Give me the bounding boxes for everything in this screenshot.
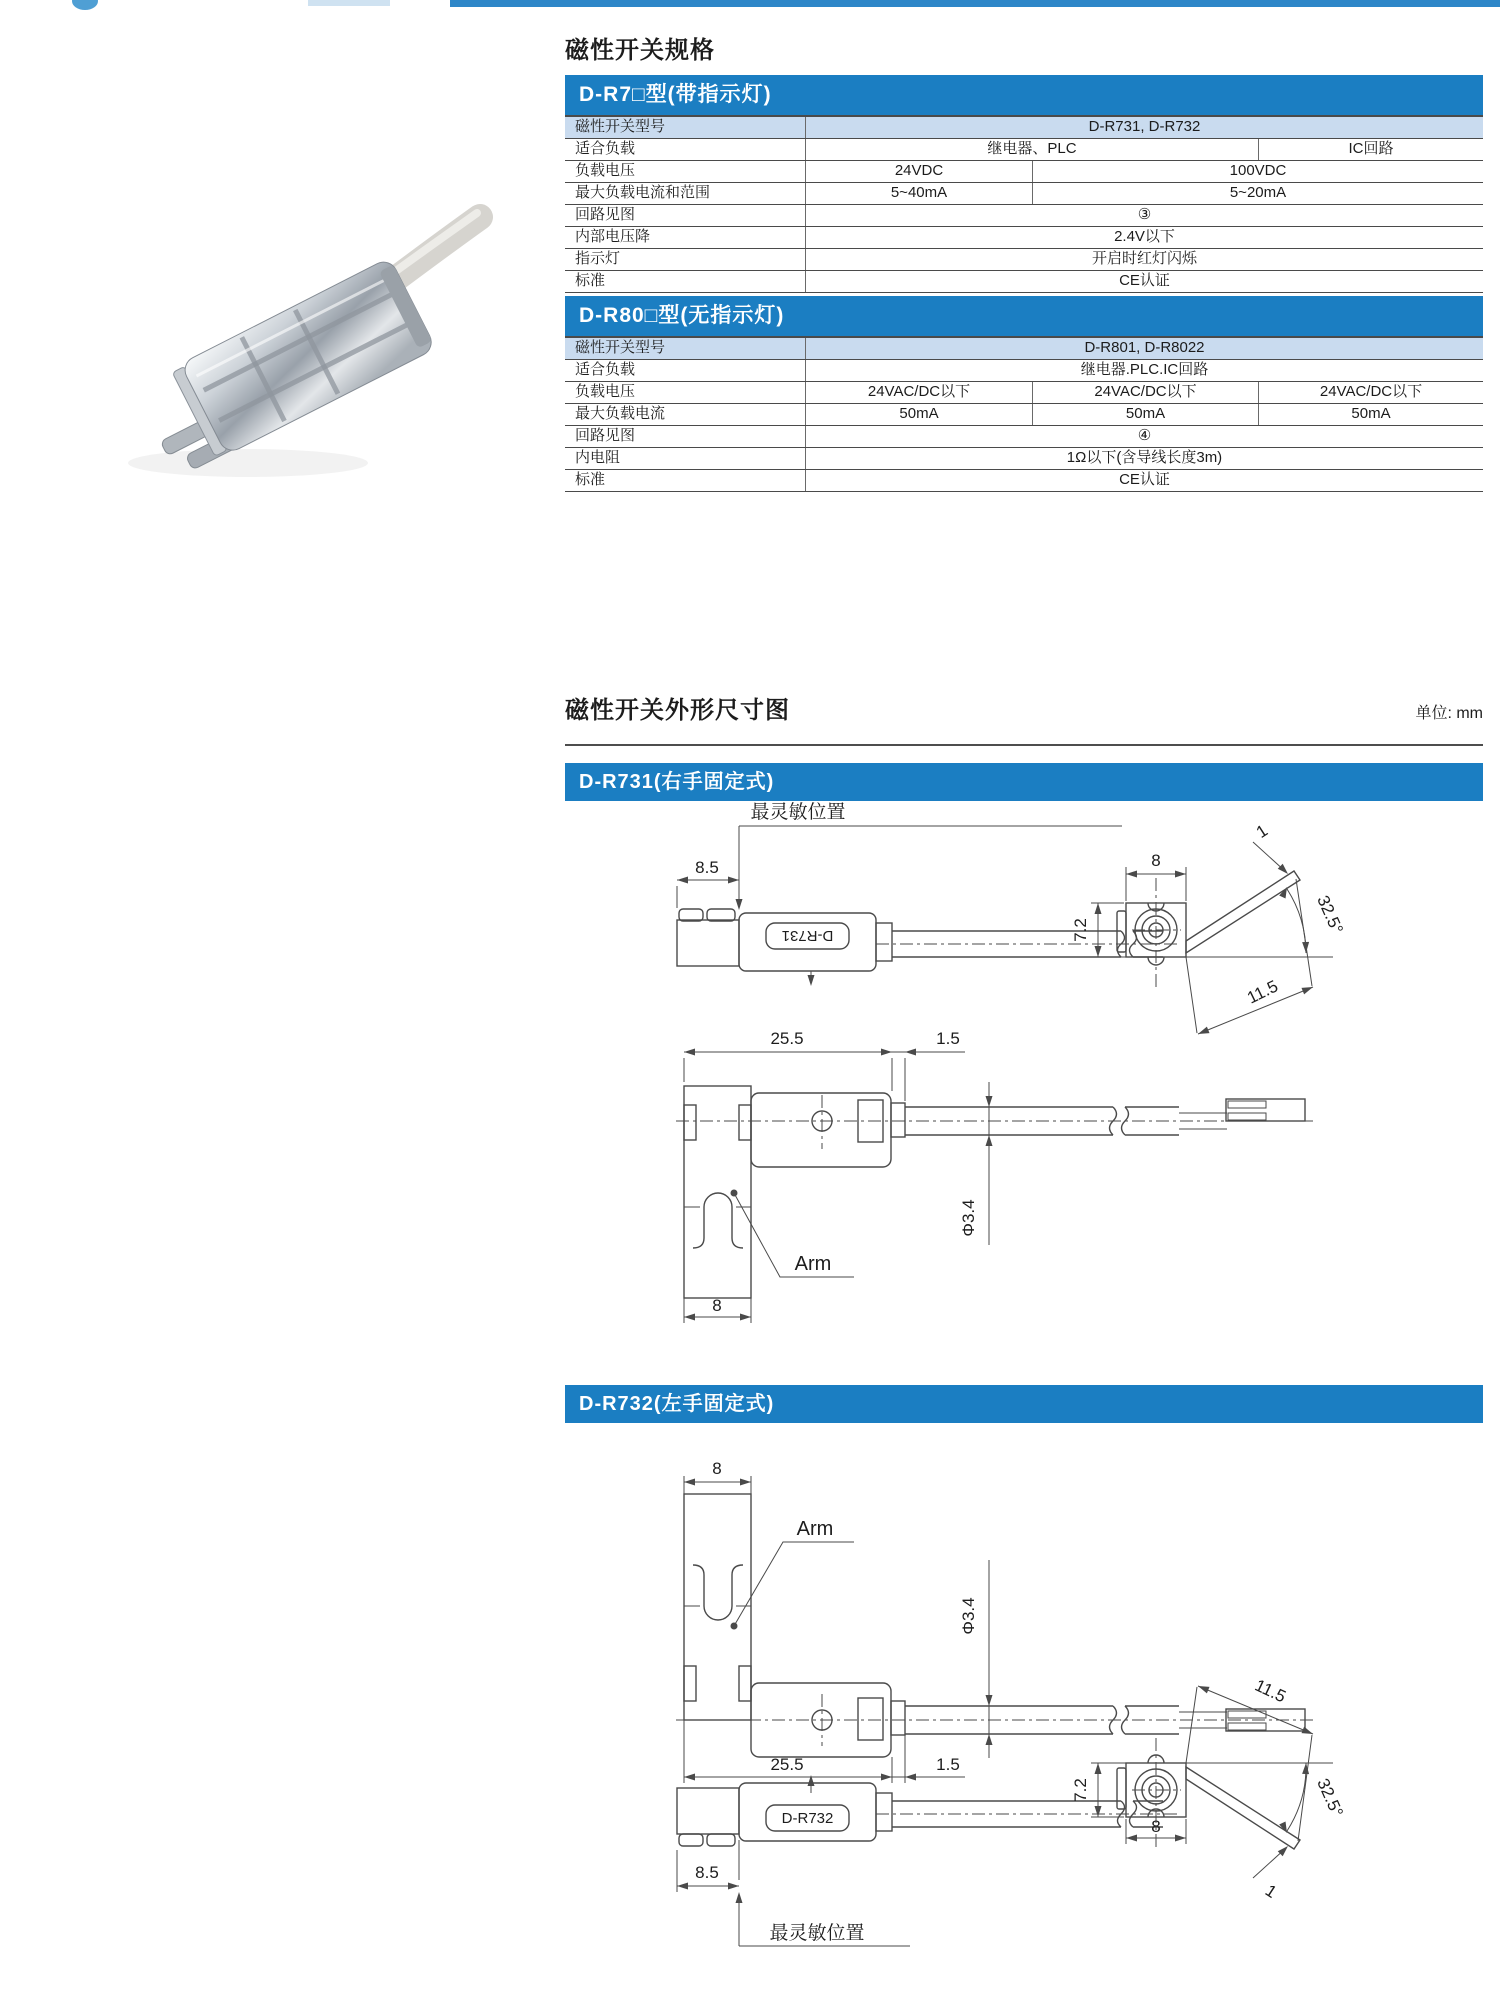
d731-dim-7-2: 7.2 — [1071, 918, 1090, 942]
spec-table-row — [565, 249, 1483, 271]
table1-header-bar: D-R7□型(带指示灯) — [565, 75, 1483, 115]
spec-table-2 — [565, 336, 1483, 492]
spec-cell-value: 24VAC/DC以下 — [805, 382, 1032, 403]
d732-arm-label: Arm — [796, 1518, 834, 1540]
spec-table-row — [565, 338, 1483, 360]
d732-main-view — [676, 1459, 1315, 1783]
spec-table-row — [565, 426, 1483, 448]
spec-row-label: 标准 — [575, 471, 606, 488]
header-strip-box — [308, 0, 390, 6]
table2-header-bar: D-R80□型(无指示灯) — [565, 296, 1483, 336]
spec-row-label: 负载电压 — [575, 162, 636, 179]
spec-row-label: 标准 — [575, 272, 606, 289]
spec-row-label: 最大负载电流 — [575, 405, 666, 422]
d732-sens-label: 最灵敏位置 — [769, 1923, 865, 1944]
d732-dim-1: 1 — [1261, 1880, 1281, 1902]
d732-angle: 32.5° — [1313, 1775, 1347, 1820]
spec-cell-value: 24VAC/DC以下 — [1032, 382, 1258, 403]
d732-dia-label: Φ3.4 — [959, 1597, 978, 1635]
d732-dim-7-2: 7.2 — [1071, 1778, 1090, 1802]
spec-cell-value: 继电器、PLC — [805, 139, 1258, 160]
spec-cell-value: 50mA — [1032, 404, 1258, 425]
spec-table-row — [565, 117, 1483, 139]
d731-main-view — [676, 1029, 1315, 1323]
spec-table-row — [565, 161, 1483, 183]
spec-table-row — [565, 183, 1483, 205]
d731-dim-8-5: 8.5 — [695, 858, 719, 877]
spec-table-row — [565, 205, 1483, 227]
spec-table-row — [565, 227, 1483, 249]
spec-cell-value: ③ — [805, 205, 1483, 226]
header-logo-dot — [72, 0, 98, 10]
d731-arm-label: Arm — [794, 1253, 832, 1275]
d732-dim-8-5: 8.5 — [695, 1863, 719, 1882]
d731-sens-label: 最灵敏位置 — [750, 802, 846, 823]
d732-side-view — [677, 1775, 1177, 1946]
photo-sensor-body — [133, 257, 436, 479]
d732-dim-11-5: 11.5 — [1251, 1675, 1289, 1707]
spec-cell-value: 继电器.PLC.IC回路 — [805, 360, 1483, 381]
d731-drawing — [565, 790, 1485, 1365]
spec-cell-value: 50mA — [1258, 404, 1483, 425]
spec-row-label: 磁性开关型号 — [575, 339, 666, 356]
d732-dim-1-5: 1.5 — [936, 1755, 960, 1774]
d731-section-bar: D-R731(右手固定式) — [565, 763, 1483, 801]
d732-section-bar: D-R732(左手固定式) — [565, 1385, 1483, 1423]
spec-cell-value: D-R731, D-R732 — [805, 117, 1483, 138]
unit-label: 单位: mm — [1415, 705, 1483, 722]
spec-row-label: 指示灯 — [575, 250, 621, 267]
spec-table-row — [565, 360, 1483, 382]
spec-row-label: 最大负载电流和范围 — [575, 184, 711, 201]
d732-dim-25-5: 25.5 — [770, 1755, 804, 1774]
dims-section-title: 磁性开关外形尺寸图 — [565, 697, 790, 724]
d731-end-view — [1071, 821, 1347, 1037]
spec-cell-value: 5~20mA — [1032, 183, 1483, 204]
spec-cell-value: 50mA — [805, 404, 1032, 425]
spec-table-row — [565, 470, 1483, 492]
spec-table-row — [565, 271, 1483, 293]
spec-cell-value: 5~40mA — [805, 183, 1032, 204]
spec-row-label: 适合负载 — [575, 361, 636, 378]
spec-row-label: 回路见图 — [575, 206, 636, 223]
d731-dim-1-5: 1.5 — [936, 1029, 960, 1048]
d732-dim-8-fork: 8 — [712, 1459, 722, 1478]
product-photo — [78, 195, 493, 485]
spec-cell-value: 开启时红灯闪烁 — [805, 249, 1483, 270]
spec-cell-value: ④ — [805, 426, 1483, 447]
d731-dim-8-fork: 8 — [712, 1296, 722, 1315]
spec-table-1 — [565, 115, 1483, 293]
spec-cell-value: 1Ω以下(含导线长度3m) — [805, 448, 1483, 469]
photo-shadow — [128, 449, 368, 477]
spec-table-row — [565, 139, 1483, 161]
spec-cell-value: CE认证 — [805, 470, 1483, 491]
spec-cell-value: 24VAC/DC以下 — [1258, 382, 1483, 403]
spec-table-row — [565, 448, 1483, 470]
spec-section-title: 磁性开关规格 — [565, 37, 715, 64]
spec-row-label: 磁性开关型号 — [575, 118, 666, 135]
spec-table-row — [565, 382, 1483, 404]
spec-row-label: 内部电压降 — [575, 228, 651, 245]
d731-dim-1: 1 — [1252, 820, 1272, 842]
spec-cell-value: CE认证 — [805, 271, 1483, 292]
spec-row-label: 回路见图 — [575, 427, 636, 444]
d731-side-view — [677, 801, 1177, 986]
d731-dim-11-5: 11.5 — [1244, 976, 1282, 1008]
spec-row-label: 负载电压 — [575, 383, 636, 400]
d731-dim-8-end: 8 — [1151, 851, 1161, 870]
d731-model-label: D-R731 — [781, 927, 834, 944]
spec-row-label: 适合负载 — [575, 140, 636, 157]
d731-dim-25-5: 25.5 — [770, 1029, 804, 1048]
header-strip-bar — [450, 0, 1500, 7]
d731-angle: 32.5° — [1313, 892, 1347, 937]
d731-dia-label: Φ3.4 — [959, 1199, 978, 1237]
spec-row-label: 内电阻 — [575, 449, 621, 466]
spec-cell-value: 2.4V以下 — [805, 227, 1483, 248]
section-divider — [565, 744, 1483, 746]
d732-drawing — [565, 1430, 1485, 2002]
d732-dim-8-end: 8 — [1151, 1817, 1161, 1836]
spec-cell-value: IC回路 — [1258, 139, 1483, 160]
spec-cell-value: D-R801, D-R8022 — [805, 338, 1483, 359]
spec-table-row — [565, 404, 1483, 426]
spec-cell-value: 100VDC — [1032, 161, 1483, 182]
d732-model-label: D-R732 — [781, 1810, 834, 1827]
spec-cell-value: 24VDC — [805, 161, 1032, 182]
